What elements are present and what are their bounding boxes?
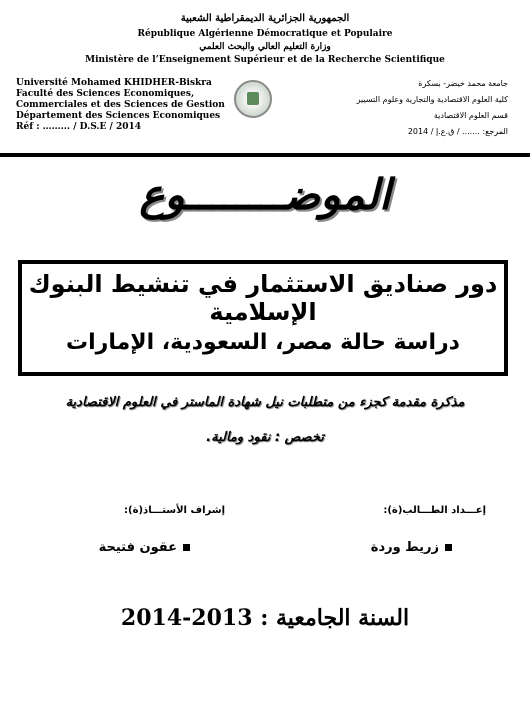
- republic-ar: الجمهورية الجزائرية الديمقراطية الشعبية: [180, 13, 350, 24]
- faculty-ar: كلية العلوم الاقتصادية والتجارية وعلوم التسيير: [356, 95, 508, 104]
- specialty: تخصص : نقود ومالية.: [206, 430, 324, 445]
- subject-heading: الموضــــــــوع: [139, 170, 391, 219]
- academic-year: السنة الجامعية : 2013-2014: [120, 605, 410, 631]
- header-divider: [0, 153, 530, 157]
- department-ar: قسم العلوم الاقتصادية: [433, 111, 508, 120]
- supervised-by-label: إشراف الأستـــاذ(ة):: [124, 505, 225, 516]
- memo-description: مذكرة مقدمة كجزء من متطلبات نيل شهادة الماستر في العلوم الاقتصادية: [65, 395, 465, 410]
- bullet-icon: [183, 544, 190, 551]
- university-info-ar: [357, 76, 508, 140]
- thesis-subtitle: دراسة حالة مصر، السعودية، الإمارات: [66, 330, 460, 355]
- ministry-fr: Ministère de l’Enseignement Supérieur et de la Recherche Scientifique: [85, 55, 445, 65]
- supervisor-name-row: [99, 540, 190, 555]
- reference-ar: المرجع: ....... / ق.ع.إ / 2014: [407, 127, 508, 136]
- university-info-fr: [16, 78, 225, 133]
- university-name-ar: جامعة محمد خيضر- بسكرة: [418, 79, 508, 88]
- university-name-fr: Université Mohamed KHIDHER-Biskra: [16, 78, 212, 88]
- university-seal-icon: [234, 80, 272, 118]
- student-name-row: [371, 540, 452, 555]
- thesis-title: دور صناديق الاستثمار في تنشيط البنوك الإسلامية: [28, 270, 498, 326]
- supervisor-name: عقون فتيحة: [98, 540, 177, 555]
- prepared-by-label: إعـــداد الطـــالب(ة):: [383, 505, 486, 516]
- republic-fr: République Algérienne Démocratique et Populaire: [137, 29, 393, 39]
- department-fr: Département des Sciences Economiques: [16, 111, 221, 121]
- reference-fr: Réf : ……... / D.S.E / 2014: [16, 122, 142, 132]
- ministry-ar: وزارة التعليم العالي والبحث العلمي: [199, 42, 331, 52]
- faculty-fr-1: Faculté des Sciences Economiques,: [16, 89, 195, 99]
- bullet-icon: [445, 544, 452, 551]
- student-name: زريط وردة: [370, 540, 439, 555]
- faculty-fr-2: Commerciales et des Sciences de Gestion: [16, 100, 225, 110]
